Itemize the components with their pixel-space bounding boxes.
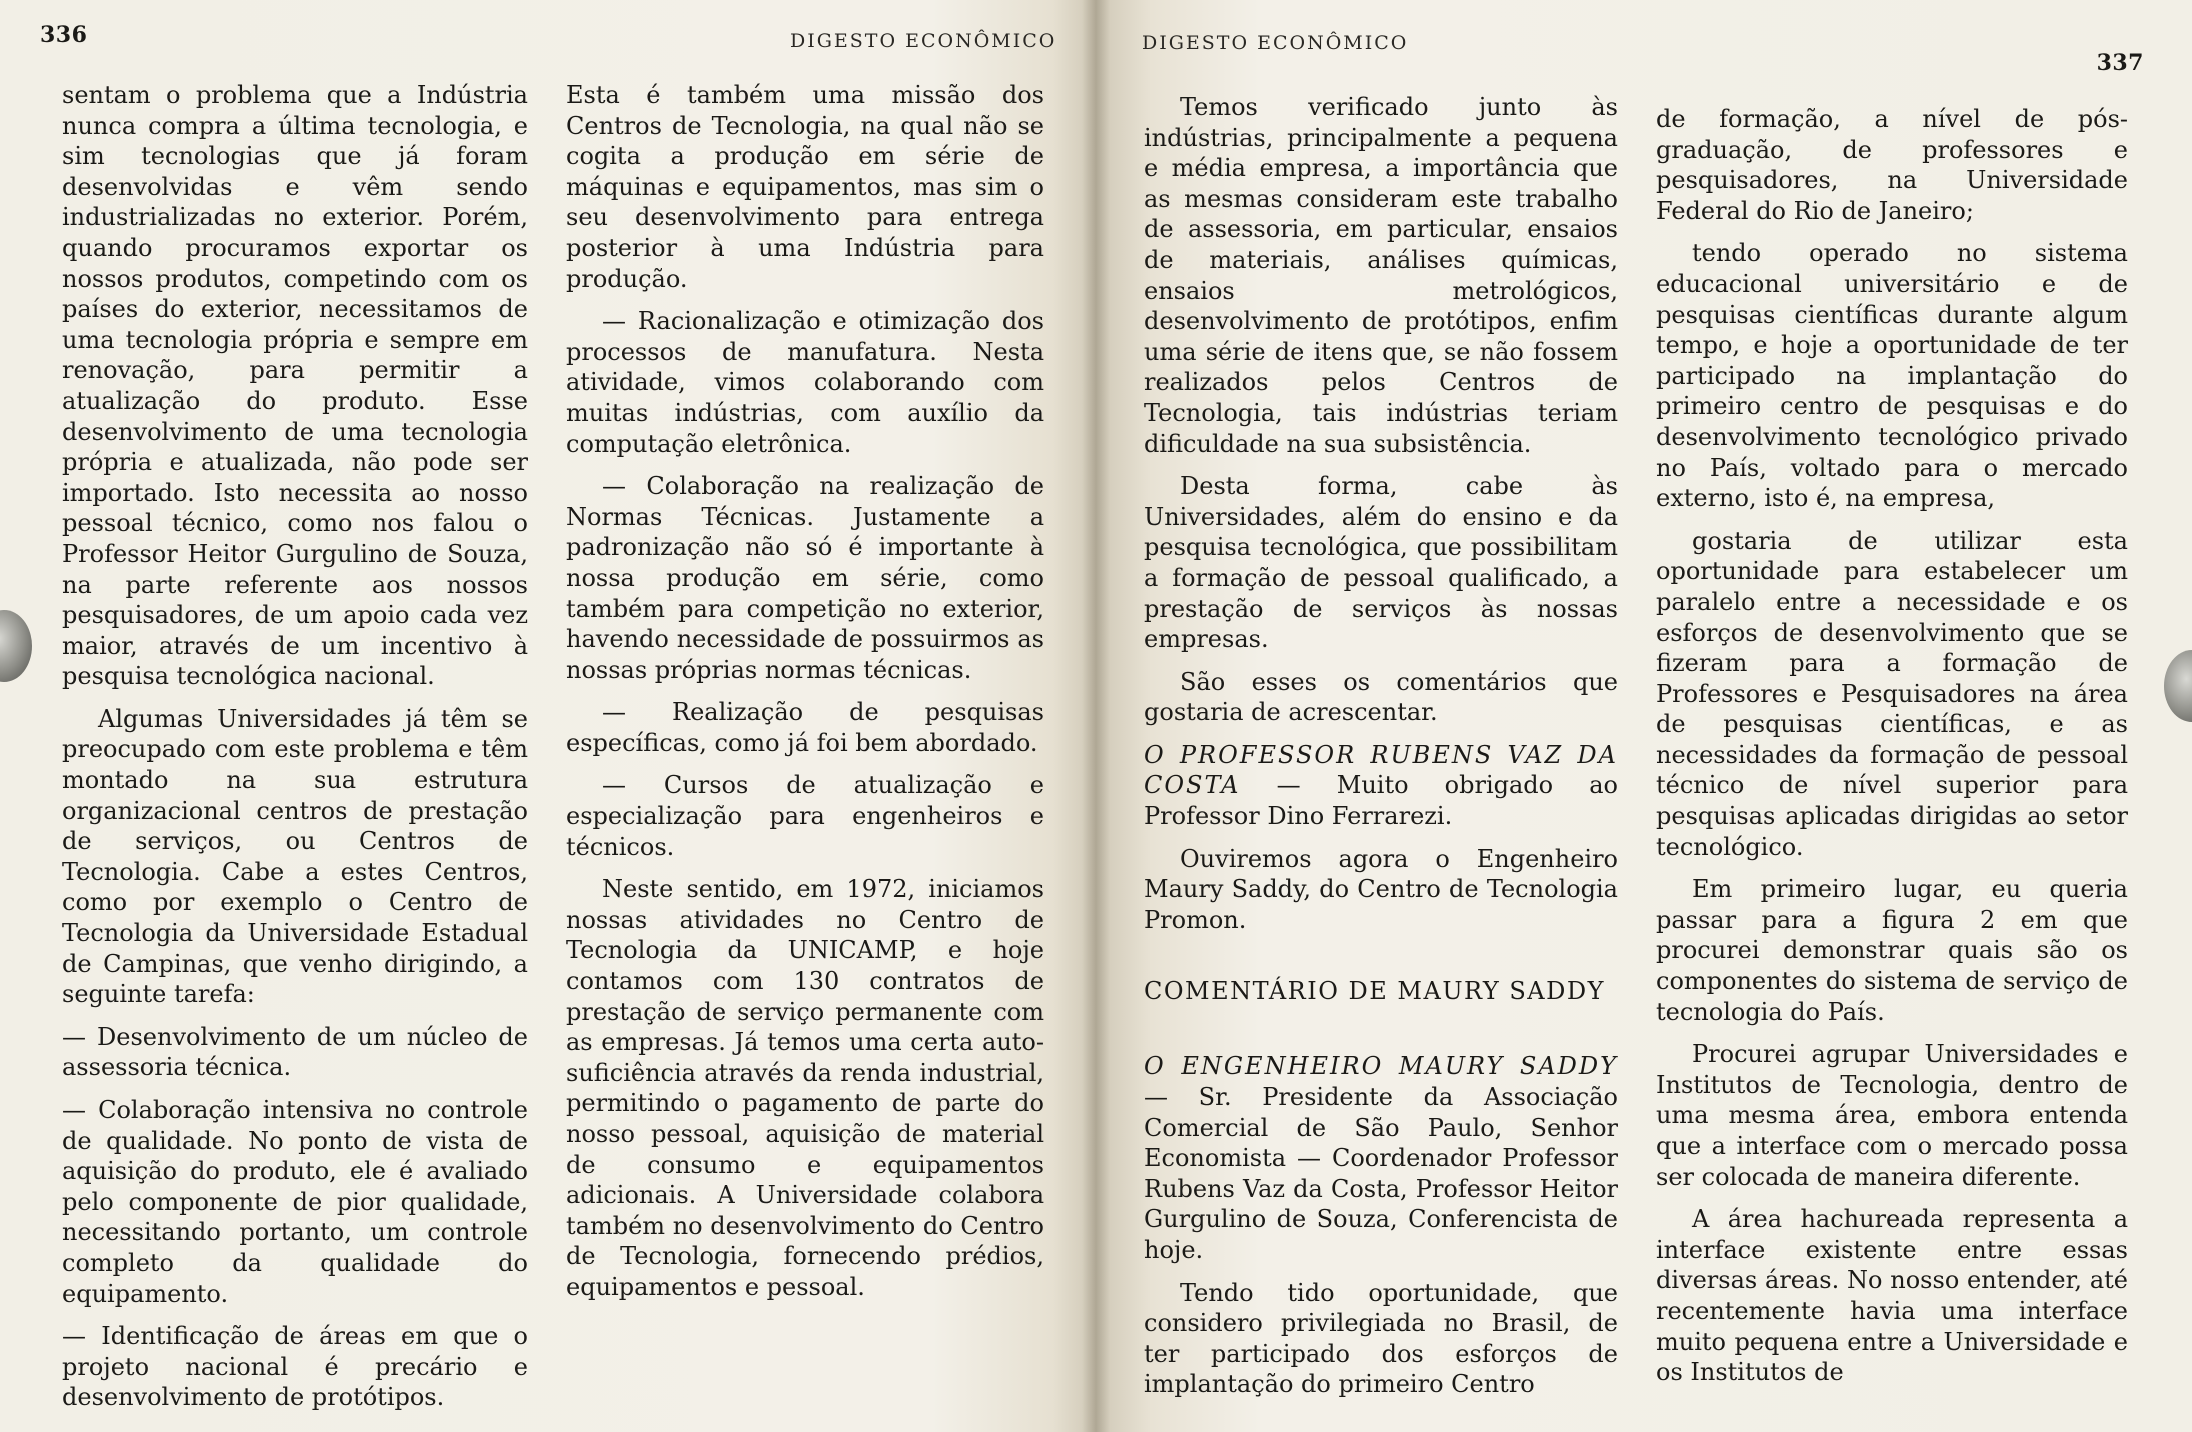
paragraph: Procurei agrupar Universidades e Institutos de Tecnologia, dentro de uma mesma área, embora entenda que a interface com o mercado possa ser colocada de maneira diferente. [1656, 1040, 2128, 1191]
right-column-1 [1144, 92, 1618, 1412]
binder-hole [2164, 650, 2192, 722]
right-running-head: DIGESTO ECONÔMICO [1142, 32, 1409, 54]
list-item: — Realização de pesquisas específicas, como já foi bem abordado. [566, 698, 1044, 757]
list-item: — Racionalização e otimização dos processos de manufatura. Nesta atividade, vimos colaborando com muitas indústrias, com auxílio da computação eletrônica. [566, 307, 1044, 458]
section-heading: COMENTÁRIO DE MAURY SADDY [1144, 977, 1605, 1006]
left-column-1 [62, 80, 528, 1425]
paragraph: gostaria de utilizar esta oportunidade para estabelecer um paralelo entre a necessidade e os esforços de desenvolvimento que se fizeram para a formação de Professores e Pesquisadores na área de pesquisas científicas, e as necessidades da formação de pessoal técnico de nível superior para pesquisas aplicadas dirigidas ao setor tecnológico. [1656, 526, 2128, 861]
right-page-number: 337 [2096, 50, 2144, 76]
list-item: — Colaboração intensiva no controle de qualidade. No ponto de vista de aquisição do produto, ele é avaliado pelo componente de pior qualidade, necessitando portanto, um controle completo da qualidade do equipamento. [62, 1096, 528, 1308]
paragraph: A área hachureada representa a interface existente entre essas diversas áreas. No nosso entender, até recentemente havia uma interface muito pequena entre a Universidade e os Institutos de [1656, 1205, 2128, 1387]
left-column-2 [566, 80, 1044, 1315]
right-page [1096, 0, 2192, 1432]
list-item: — Desenvolvimento de um núcleo de assessoria técnica. [62, 1022, 528, 1082]
speaker-name: O PROFESSOR RUBENS VAZ DA COSTA [1144, 740, 1618, 800]
binder-hole [0, 610, 32, 682]
paragraph: Desta forma, cabe às Universidades, além do ensino e da pesquisa tecnológica, que possibilitam a formação de pessoal qualificado, a prestação de serviços às nossas empresas. [1144, 472, 1618, 654]
paragraph: sentam o problema que a Indústria nunca compra a última tecnologia, e sim tecnologias que já foram desenvolvidas e vêm sendo industrializadas no exterior. Porém, quando procuramos exportar os nossos produtos, competindo com os países do exterior, necessitamos de uma tecnologia própria e sempre em renovação, para permitir a atualização do produto. Esse desenvolvimento de uma tecnologia própria e atualizada, não pode ser importado. Isto necessita ao nosso pessoal técnico, como nos falou o Professor Heitor Gurgulino de Souza, na parte referente aos nossos pesquisadores, de um apoio cada vez maior, através de um incentivo à pesquisa tecnológica nacional. [62, 81, 528, 691]
list-item: — Identificação de áreas em que o projeto nacional é precário e desenvolvimento de protótipos. [62, 1322, 528, 1412]
paragraph: Ouviremos agora o Engenheiro Maury Saddy, do Centro de Tecnologia Promon. [1144, 844, 1618, 934]
list-item: — Colaboração na realização de Normas Técnicas. Justamente a padronização não só é importante à nossa produção em série, como também para competição no exterior, havendo necessidade de possuirmos as nossas próprias normas técnicas. [566, 472, 1044, 684]
paragraph: Tendo tido oportunidade, que considero privilegiada no Brasil, de ter participado dos esforços de implantação do primeiro Centro [1144, 1278, 1618, 1399]
paragraph: Algumas Universidades já têm se preocupado com este problema e têm montado na sua estrutura organizacional centros de prestação de serviços, ou Centros de Tecnologia. Cabe a estes Centros, como por exemplo o Centro de Tecnologia da Universidade Estadual de Campinas, que venho dirigindo, a seguinte tarefa: [62, 704, 528, 1009]
paragraph: tendo operado no sistema educacional universitário e de pesquisas científicas durante algum tempo, e hoje a oportunidade de ter participado na implantação do primeiro centro de pesquisas e do desenvolvimento tecnológico privado no País, voltado para o mercado externo, isto é, na empresa, [1656, 239, 2128, 513]
speaker-text: — Muito obrigado ao Professor Dino Ferrarezi. [1144, 771, 1618, 831]
speaker-name: O ENGENHEIRO MAURY SADDY [1144, 1052, 1618, 1081]
speaker-paragraph [1144, 740, 1618, 832]
paragraph: Esta é também uma missão dos Centros de Tecnologia, na qual não se cogita a produção em série de máquinas e equipamentos, mas sim o seu desenvolvimento para entrega posterior à uma Indústria para produção. [566, 81, 1044, 293]
paragraph: Neste sentido, em 1972, iniciamos nossas atividades no Centro de Tecnologia da UNICAMP, e hoje contamos com 130 contratos de prestação de serviço permanente com as empresas. Já temos uma certa auto-suficiência através da renda industrial, permitindo o pagamento de parte do nosso pessoal, aquisição de material de consumo e equipamentos adicionais. A Universidade colabora também no desenvolvimento do Centro de Tecnologia, fornecendo prédios, equipamentos e pessoal. [566, 875, 1044, 1301]
list-item: — Cursos de atualização e especialização para engenheiros e técnicos. [566, 771, 1044, 861]
paragraph: de formação, a nível de pós-graduação, de professores e pesquisadores, na Universidade Federal do Rio de Janeiro; [1656, 105, 2128, 225]
right-column-2 [1656, 104, 2128, 1400]
left-page-number: 336 [40, 22, 88, 48]
speaker-text: — Sr. Presidente da Associação Comercial de São Paulo, Senhor Economista — Coordenador Professor Rubens Vaz da Costa, Professor Heitor Gurgulino de Souza, Conferencista de hoje. [1144, 1083, 1618, 1264]
paragraph: Em primeiro lugar, eu queria passar para a figura 2 em que procurei demonstrar quais são os componentes do sistema de serviço de tecnologia do País. [1656, 875, 2128, 1026]
speaker-paragraph [1144, 1051, 1618, 1265]
paragraph: São esses os comentários que gostaria de acrescentar. [1144, 667, 1618, 727]
left-running-head: DIGESTO ECONÔMICO [790, 30, 1057, 52]
paragraph: Temos verificado junto às indústrias, principalmente a pequena e média empresa, a importância que as mesmas consideram este trabalho de assessoria, em particular, ensaios de materiais, análises químicas, ensaios metrológicos, desenvolvimento de protótipos, enfim uma série de itens que, se não fossem realizados pelos Centros de Tecnologia, tais indústrias teriam dificuldade na sua subsistência. [1144, 93, 1618, 458]
